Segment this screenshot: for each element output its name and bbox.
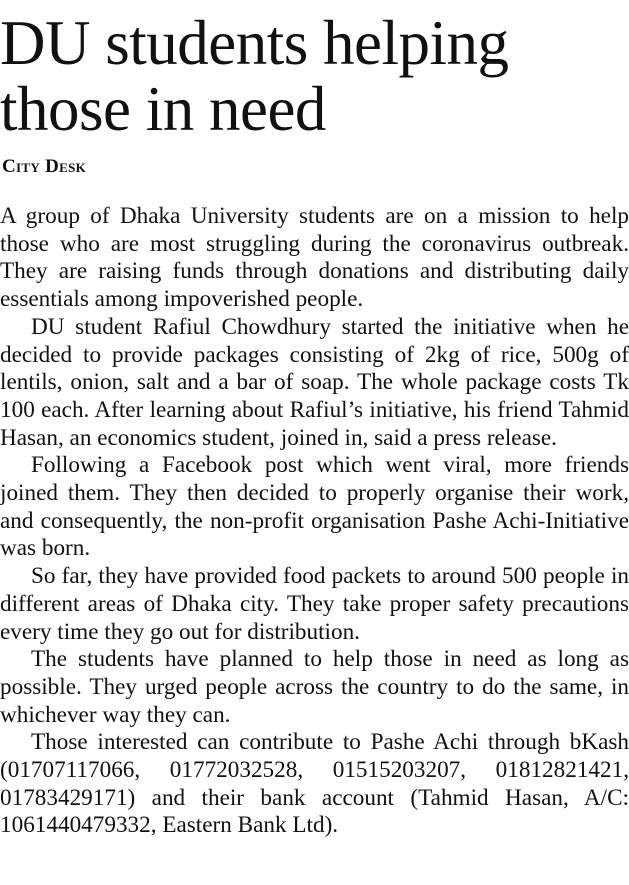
article-paragraph: Following a Facebook post which went viral, more friends joined them. They then decided to properly organise their work, and consequently, the non-profit organisation Pashe Achi-Initiative was born. <box>0 452 629 562</box>
article-paragraph: A group of Dhaka University students are on a mission to help those who are most struggling during the coronavirus outbreak. They are raising funds through donations and distributing daily essentials among impoverished people. <box>0 203 629 313</box>
article-body <box>0 203 629 840</box>
article-paragraph: DU student Rafiul Chowdhury started the initiative when he decided to provide packages consisting of 2kg of rice, 500g of lentils, onion, salt and a bar of soap. The whole package costs Tk 100 each. After learning about Rafiul’s initiative, his friend Tahmid Hasan, an economics student, joined in, said a press release. <box>0 313 629 451</box>
article-byline: City Desk <box>2 156 87 177</box>
article-paragraph: The students have planned to help those in need as long as possible. They urged people across the country to do the same, in whichever way they can. <box>0 646 629 728</box>
article-paragraph: So far, they have provided food packets to around 500 people in different areas of Dhaka city. They take proper safety precautions every time they go out for distribution. <box>0 563 629 645</box>
article-headline: DU students helping those in need <box>0 8 509 144</box>
article-paragraph: Those interested can contribute to Pashe Achi through bKash (01707117066, 01772032528, 01515203207, 01812821421, 01783429171) and their bank account (Tahmid Hasan, A/C: 1061440479332, Eastern Bank Ltd). <box>0 729 629 839</box>
